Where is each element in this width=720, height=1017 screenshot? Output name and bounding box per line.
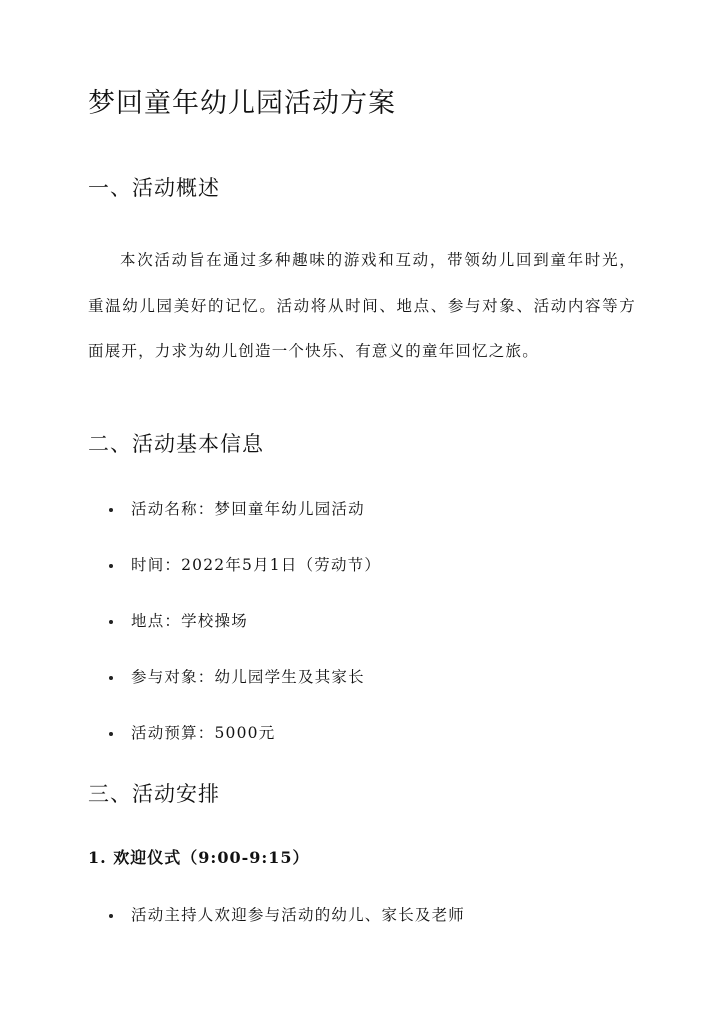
section-heading-basic-info: 二、活动基本信息 [88, 432, 264, 456]
bullet-icon [109, 732, 113, 736]
bullet-icon [109, 676, 113, 680]
list-item [88, 497, 381, 553]
section-heading-overview: 一、活动概述 [88, 176, 220, 200]
bullet-icon [109, 914, 113, 918]
document-title: 梦回童年幼儿园活动方案 [88, 88, 396, 119]
bullet-icon [109, 620, 113, 624]
list-item-text: 活动预算：5000元 [131, 724, 276, 742]
basic-info-list [88, 497, 381, 777]
list-item-text: 活动主持人欢迎参与活动的幼儿、家长及老师 [131, 906, 466, 924]
welcome-list [88, 903, 465, 959]
list-item-text: 时间：2022年5月1日（劳动节） [131, 556, 382, 574]
list-item-text: 活动名称：梦回童年幼儿园活动 [131, 500, 365, 518]
overview-paragraph: 本次活动旨在通过多种趣味的游戏和互动，带领幼儿回到童年时光，重温幼儿园美好的记忆。活动将从时间、地点、参与对象、活动内容等方面展开，力求为幼儿创造一个快乐、有意义的童年回忆之旅。 [88, 251, 636, 360]
bullet-icon [109, 508, 113, 512]
subsection-heading-welcome: 1. 欢迎仪式（9:00-9:15） [88, 848, 310, 867]
list-item [88, 553, 381, 609]
list-item [88, 903, 465, 959]
bullet-icon [109, 564, 113, 568]
list-item [88, 665, 381, 721]
list-item-text: 地点：学校操场 [131, 612, 248, 630]
section-heading-schedule: 三、活动安排 [88, 782, 220, 806]
list-item [88, 721, 381, 777]
list-item [88, 609, 381, 665]
list-item-text: 参与对象：幼儿园学生及其家长 [131, 668, 365, 686]
